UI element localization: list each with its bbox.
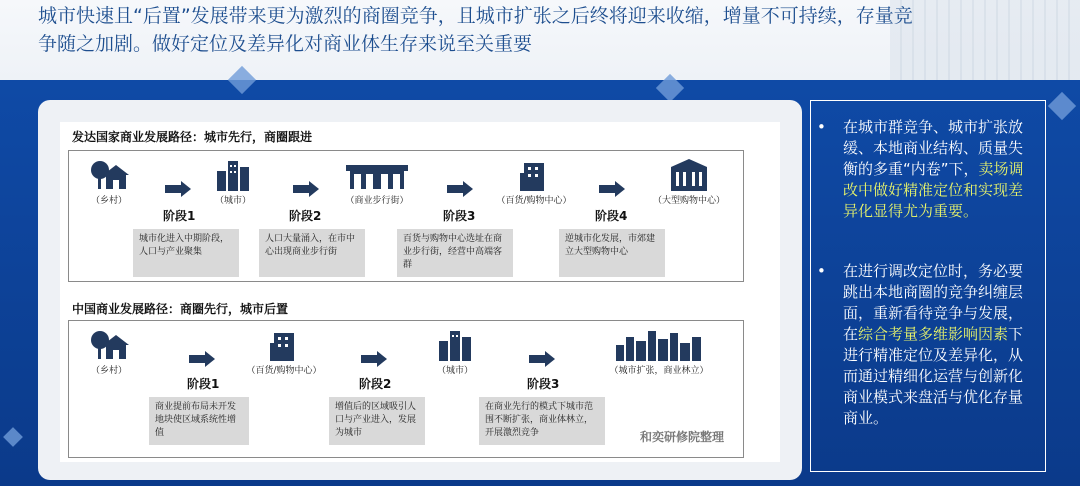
header <box>0 0 1080 80</box>
right-arrow-icon <box>447 181 473 197</box>
stage-label: 阶段4 <box>595 209 628 223</box>
node-city: （城市） <box>415 329 495 376</box>
header-skyline <box>890 0 1080 80</box>
stage-label: 阶段1 <box>187 377 220 391</box>
developed-path-title: 发达国家商业发展路径：城市先行，商圈跟进 <box>72 130 313 144</box>
node-department-store: （百货/购物中心） <box>479 159 589 206</box>
bullet-dot-icon: • <box>817 262 826 280</box>
stage-description: 增值后的区域吸引人口与产业进入，发展为城市 <box>329 397 425 445</box>
developed-path-box <box>68 150 744 282</box>
summary-box <box>810 100 1046 472</box>
stage-label: 阶段3 <box>527 377 560 391</box>
highlight-text: 卖场调改中做好精准定位和实现差异化显得尤为重要。 <box>843 160 1024 220</box>
right-arrow-icon <box>361 351 387 367</box>
stage-description: 逆城市化发展，市郊建立大型购物中心 <box>559 229 665 277</box>
stage-description: 人口大量涌入，在市中心出现商业步行街 <box>259 229 365 277</box>
diagram-area <box>60 122 780 462</box>
stage-description: 城市化进入中期阶段，人口与产业聚集 <box>133 229 239 277</box>
node-village: （乡村） <box>69 159 149 206</box>
summary-bullet: • 在城市群竞争、城市扩张放缓、本地商业结构、质量失衡的多重“内卷”下，卖场调改中做好精准定位和实现差异化显得尤为重要。 <box>817 118 1024 220</box>
skyline-icon <box>614 329 704 361</box>
stage-label: 阶段2 <box>359 377 392 391</box>
stage-description: 商业提前布局未开发地块使区域系统性增值 <box>149 397 249 445</box>
node-large-mall: （大型购物中心） <box>639 159 739 206</box>
stage-description: 在商业先行的模式下城市范围不断扩张，商业体林立，开展激烈竞争 <box>479 397 605 445</box>
node-village: （乡村） <box>69 329 149 376</box>
stage-description: 百货与购物中心选址在商业步行街，经营中高端客群 <box>397 229 513 277</box>
node-city-expansion: （城市扩张，商业林立） <box>589 329 729 376</box>
stage-label: 阶段3 <box>443 209 476 223</box>
node-pedestrian-street: （商业步行街） <box>327 159 427 206</box>
china-path-title: 中国商业发展路径：商圈先行，城市后置 <box>72 302 289 316</box>
city-buildings-icon <box>437 329 473 361</box>
page-title: 城市快速且“后置”发展带来更为激烈的商圈竞争，且城市扩张之后终将迎来收缩，增量不可持续，存量竞争随之加剧。做好定位及差异化对商业体生存来说至关重要 <box>38 5 913 55</box>
diagram-panel <box>38 100 802 480</box>
city-buildings-icon <box>215 159 251 191</box>
node-city: （城市） <box>193 159 273 206</box>
right-arrow-icon <box>599 181 625 197</box>
stage-label: 阶段1 <box>163 209 196 223</box>
bullet-dot-icon: • <box>817 118 826 136</box>
mall-building-icon <box>518 159 550 191</box>
right-arrow-icon <box>189 351 215 367</box>
source-credit: 和奕研修院整理 <box>640 430 725 444</box>
village-house-icon <box>89 159 129 191</box>
stage-label: 阶段2 <box>289 209 322 223</box>
mall-building-icon <box>268 329 300 361</box>
summary-bullet: • 在进行调改定位时，务必要跳出本地商圈的竞争纠缠层面，重新看待竞争与发展，在综合考量多维影响因素下进行精准定位及差异化，从而通过精细化运营与创新化商业模式来盘活与优化存量商业。 <box>817 262 1024 427</box>
node-department-store: （百货/购物中心） <box>229 329 339 376</box>
shopping-street-icon <box>342 159 412 191</box>
right-arrow-icon <box>165 181 191 197</box>
right-arrow-icon <box>529 351 555 367</box>
village-house-icon <box>89 329 129 361</box>
right-arrow-icon <box>293 181 319 197</box>
large-mall-icon <box>669 159 709 191</box>
highlight-text: 综合考量多维影响因素 <box>858 325 1009 343</box>
